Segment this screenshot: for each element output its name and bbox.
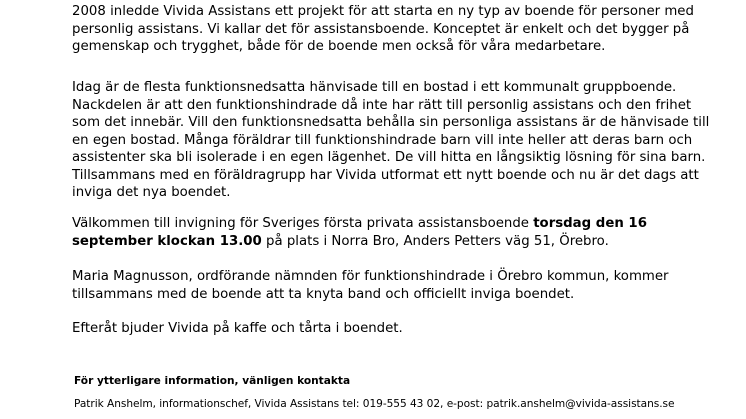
contact-details: Patrik Anshelm, informationschef, Vivida Assistans tel: 019-555 43 02, e-post: patrik.anshelm@vivida-assistans.se — [74, 398, 675, 410]
text-line: tillsammans med de boende att ta knyta band och officiellt inviga boendet. — [72, 286, 575, 302]
contact-heading: För ytterligare information, vänligen kontakta — [74, 375, 351, 387]
text-line: en egen bostad. Många föräldrar till funktionshindrade barn vill inte heller att deras barn och — [72, 132, 693, 148]
text-line: Nackdelen är att den funktionshindrade då inte har rätt till personlig assistans och den frihet — [72, 97, 692, 113]
text-line: Efteråt bjuder Vivida på kaffe och tårta i boendet. — [72, 321, 403, 336]
text-line: personlig assistans. Vi kallar det för assistansboende. Konceptet är enkelt och det bygger på — [72, 21, 690, 37]
refreshments-paragraph — [72, 320, 732, 338]
text-line: assistenter ska bli isolerade i en egen lägenhet. De vill hitta en långsiktig lösning för sina barn. — [72, 150, 706, 165]
background-paragraph — [72, 79, 732, 202]
text-line — [72, 233, 732, 251]
text-line: inviga det nya boendet. — [72, 185, 231, 200]
text-line: gemenskap och trygghet, både för de boende men också för våra medarbetare. — [72, 39, 606, 54]
event-location: på plats i Norra Bro, Anders Petters väg 51, Örebro. — [261, 233, 609, 249]
speaker-paragraph — [72, 268, 732, 303]
text-line: 2008 inledde Vivida Assistans ett projekt för att starta en ny typ av boende för personer med — [72, 4, 694, 19]
invitation-paragraph — [72, 215, 732, 250]
text-line: Idag är de flesta funktionsnedsatta hänvisade till en bostad i ett kommunalt gruppboende. — [72, 80, 677, 95]
text-line: Tillsammans med en föräldragrupp har Vivida utformat ett nytt boende och nu är det dags att — [72, 167, 699, 183]
text-line: Maria Magnusson, ordförande nämnden för funktionshindrade i Örebro kommun, kommer — [72, 269, 669, 284]
event-date: torsdag den 16 — [533, 216, 647, 231]
event-time: september klockan 13.00 — [72, 233, 262, 249]
invitation-text: Välkommen till invigning för Sveriges första privata assistansboende — [72, 216, 534, 231]
text-line — [72, 215, 732, 233]
intro-paragraph — [72, 3, 732, 56]
text-line: som det innebär. Vill den funktionsnedsatta behålla sin personliga assistans är de hänvisade till — [72, 115, 710, 130]
